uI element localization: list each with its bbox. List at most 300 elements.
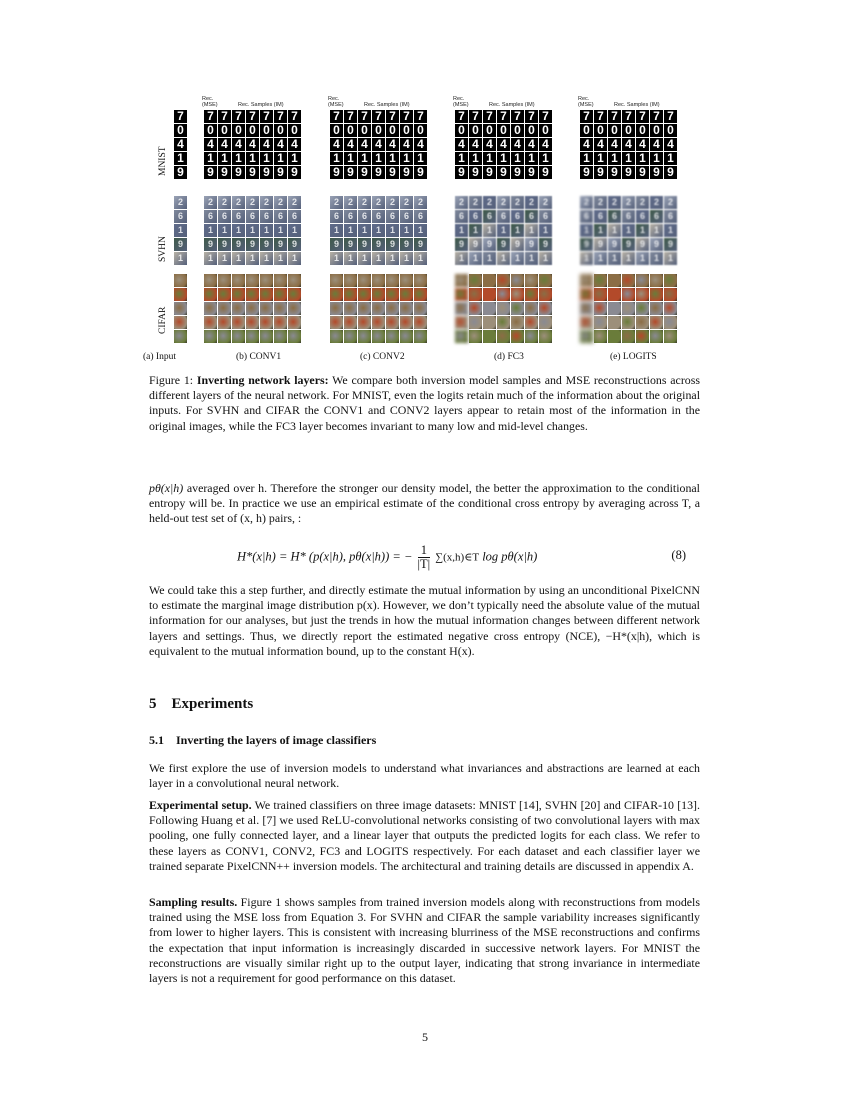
cifar-image [594, 302, 607, 315]
svhn-image: 1 [455, 224, 468, 237]
cifar-image [580, 330, 593, 343]
mnist-digit-image: 1 [511, 152, 524, 165]
mnist-digit-image: 4 [469, 138, 482, 151]
mnist-digit-image: 9 [511, 166, 524, 179]
cifar-image [246, 288, 259, 301]
mnist-digit-image: 9 [218, 166, 231, 179]
mnist-digit-image: 1 [400, 152, 413, 165]
svhn-image: 1 [608, 252, 621, 265]
svhn-image: 6 [232, 210, 245, 223]
cifar-image [400, 288, 413, 301]
mnist-digit-image: 4 [525, 138, 538, 151]
equation-fraction [418, 544, 431, 571]
cifar-image [664, 330, 677, 343]
mnist-digit-image: 7 [246, 110, 259, 123]
svhn-image: 1 [232, 252, 245, 265]
mnist-digit-image: 0 [260, 124, 273, 137]
image-grid-conv1-svhn [204, 196, 301, 265]
cifar-image [455, 316, 468, 329]
cifar-image [525, 316, 538, 329]
mnist-digit-image: 4 [580, 138, 593, 151]
cifar-image [497, 302, 510, 315]
mnist-digit-image: 9 [344, 166, 357, 179]
svhn-image: 1 [511, 252, 524, 265]
svhn-image: 1 [204, 224, 217, 237]
cifar-image [218, 274, 231, 287]
mnist-digit-image: 0 [274, 124, 287, 137]
paragraph-intro: We first explore the use of inversion models to understand what invariances and abstractions are learned at each layer in a convolutional neural network. [149, 761, 700, 791]
cifar-image [358, 288, 371, 301]
cifar-image [372, 330, 385, 343]
mnist-digit-image: 9 [260, 166, 273, 179]
mnist-digit-image: 7 [525, 110, 538, 123]
cifar-image [246, 316, 259, 329]
cifar-image [288, 316, 301, 329]
mnist-digit-image: 0 [174, 124, 187, 137]
image-grid-input-svhn [174, 196, 187, 265]
cifar-image [608, 330, 621, 343]
mnist-digit-image: 4 [232, 138, 245, 151]
mnist-digit-image: 1 [260, 152, 273, 165]
svhn-image: 1 [650, 224, 663, 237]
caption-label: Figure 1: [149, 373, 194, 387]
cifar-image [664, 274, 677, 287]
cifar-image [650, 274, 663, 287]
sampling-results-text: Figure 1 shows samples from trained inversion models along with reconstructions from models trained using the MSE loss from Equation 3. For SVHN and CIFAR the sample variability increases significantly from lower to higher layers. This is consistent with increasing blurriness of the MSE reconstructions and confirms the expectation that input information is increasingly discarded in successive network layers. For MNIST the reconstructions are visually similar right up to the output layer, indicating that strong invariance in intermediate layers is not a requirement for good performance on this dataset. [149, 895, 700, 986]
cifar-image [511, 274, 524, 287]
rec-label: Rec. [202, 96, 214, 102]
svhn-image: 1 [636, 252, 649, 265]
svhn-image: 1 [594, 252, 607, 265]
paragraph-density-text: averaged over h. Therefore the stronger our density model, the better the approximation to the conditional entropy will be. In practice we use an empirical estimate of the conditional cross entropy by averaging across T, a held-out test set of (x, h) pairs, : [149, 481, 700, 526]
svhn-image: 1 [469, 252, 482, 265]
svhn-image: 2 [414, 196, 427, 209]
cifar-image [539, 274, 552, 287]
svhn-image: 2 [664, 196, 677, 209]
experimental-setup-text: We trained classifiers on three image datasets: MNIST [14], SVHN [20] and CIFAR-10 [13]. Following Huang et al. [7] we used ReLU-convolutional networks consisting of two convolutional layers with max pooling, one fully connected layer, and a linear layer that outputs the predicted logits for each class. We refer to these layers as CONV1, CONV2, FC3 and LOGITS respectively. For each dataset and each classifier layer we trained separate PixelCNN++ inversion models. The architectural and training details are discussed in appendix A. [149, 798, 700, 873]
mnist-digit-image: 0 [372, 124, 385, 137]
cifar-image [539, 330, 552, 343]
cifar-image [358, 316, 371, 329]
panel-header-samples: Rec. Samples (IM) [238, 102, 284, 108]
svhn-image: 1 [636, 224, 649, 237]
svhn-image: 6 [274, 210, 287, 223]
mnist-digit-image: 4 [344, 138, 357, 151]
mnist-digit-image: 0 [539, 124, 552, 137]
equation-lhs: H*(x|h) = H* (p(x|h), pθ(x|h)) = − [237, 549, 413, 564]
cifar-image [260, 302, 273, 315]
mnist-digit-image: 1 [539, 152, 552, 165]
cifar-image [636, 274, 649, 287]
cifar-image [330, 288, 343, 301]
mnist-digit-image: 7 [400, 110, 413, 123]
panel-header-samples: Rec. Samples (IM) [489, 102, 535, 108]
svhn-image: 2 [511, 196, 524, 209]
svhn-image: 2 [400, 196, 413, 209]
cifar-image [580, 274, 593, 287]
svhn-image: 2 [594, 196, 607, 209]
section-number: 5 [149, 696, 157, 712]
svhn-image: 6 [400, 210, 413, 223]
image-grid-logits-svhn [580, 196, 677, 265]
svhn-image: 1 [174, 252, 187, 265]
mnist-digit-image: 7 [232, 110, 245, 123]
cifar-image [288, 288, 301, 301]
svhn-image: 1 [469, 224, 482, 237]
mnist-digit-image: 4 [274, 138, 287, 151]
cifar-image [232, 330, 245, 343]
svhn-image: 1 [400, 224, 413, 237]
mnist-digit-image: 7 [622, 110, 635, 123]
svhn-image: 6 [580, 210, 593, 223]
mnist-digit-image: 1 [622, 152, 635, 165]
svhn-image: 6 [386, 210, 399, 223]
mnist-digit-image: 0 [580, 124, 593, 137]
svhn-image: 2 [650, 196, 663, 209]
cifar-image [497, 288, 510, 301]
mnist-digit-image: 9 [330, 166, 343, 179]
cifar-image [372, 316, 385, 329]
mnist-digit-image: 7 [497, 110, 510, 123]
svhn-image: 1 [274, 252, 287, 265]
section-title: Experiments [171, 696, 254, 712]
svhn-image: 9 [455, 238, 468, 251]
cifar-image [414, 330, 427, 343]
svhn-image: 9 [469, 238, 482, 251]
cifar-image [539, 288, 552, 301]
svhn-image: 6 [622, 210, 635, 223]
svhn-image: 2 [344, 196, 357, 209]
mnist-digit-image: 1 [344, 152, 357, 165]
image-grid-conv2-mnist [330, 110, 427, 179]
experimental-setup-lead: Experimental setup. [149, 798, 252, 812]
mnist-digit-image: 9 [204, 166, 217, 179]
svhn-image: 9 [594, 238, 607, 251]
mnist-digit-image: 9 [650, 166, 663, 179]
mnist-digit-image: 9 [608, 166, 621, 179]
mnist-digit-image: 7 [636, 110, 649, 123]
panel-header-rec [202, 96, 218, 108]
svhn-image: 9 [246, 238, 259, 251]
cifar-image [594, 288, 607, 301]
svhn-image: 6 [260, 210, 273, 223]
cifar-image [497, 316, 510, 329]
cifar-image [386, 302, 399, 315]
mnist-digit-image: 7 [594, 110, 607, 123]
svhn-image: 1 [511, 224, 524, 237]
svhn-image: 2 [372, 196, 385, 209]
cifar-image [344, 274, 357, 287]
mnist-digit-image: 9 [246, 166, 259, 179]
cifar-image [622, 302, 635, 315]
equation-8 [149, 538, 700, 578]
svhn-image: 2 [260, 196, 273, 209]
svhn-image: 1 [232, 224, 245, 237]
cifar-image [455, 274, 468, 287]
cifar-image [511, 330, 524, 343]
cifar-image [608, 274, 621, 287]
cifar-image [483, 316, 496, 329]
cifar-image [372, 288, 385, 301]
mse-label: (MSE) [328, 102, 344, 108]
mnist-digit-image: 0 [246, 124, 259, 137]
cifar-image [511, 288, 524, 301]
svhn-image: 1 [483, 252, 496, 265]
svhn-image: 2 [246, 196, 259, 209]
svhn-image: 1 [330, 224, 343, 237]
subcaption-conv2: (c) CONV2 [360, 352, 405, 362]
svhn-image: 9 [218, 238, 231, 251]
figure-caption [149, 373, 700, 434]
mnist-digit-image: 1 [386, 152, 399, 165]
cifar-image [469, 302, 482, 315]
cifar-image [218, 316, 231, 329]
svhn-image: 2 [455, 196, 468, 209]
cifar-image [372, 302, 385, 315]
svhn-image: 1 [400, 252, 413, 265]
cifar-image [580, 288, 593, 301]
mnist-digit-image: 0 [664, 124, 677, 137]
cifar-image [525, 274, 538, 287]
mnist-digit-image: 4 [174, 138, 187, 151]
svhn-image: 1 [664, 252, 677, 265]
paragraph-mutual-info: We could take this a step further, and directly estimate the mutual information by using an unconditional PixelCNN to estimate the marginal image distribution p(x). However, we don’t typically need the absolute value of the mutual information for our analyses, but just the trends in how the mutual information changes between different network layers and settings. Thus, we directly report the estimated negative cross entropy (NCE), −H*(x|h), which is equivalent to the mutual information bound, up to the constant H(x). [149, 583, 700, 658]
mnist-digit-image: 7 [288, 110, 301, 123]
mnist-digit-image: 4 [636, 138, 649, 151]
svhn-image: 9 [288, 238, 301, 251]
cifar-image [414, 288, 427, 301]
panel-header-rec [453, 96, 469, 108]
mnist-digit-image: 0 [483, 124, 496, 137]
mnist-digit-image: 1 [232, 152, 245, 165]
mnist-digit-image: 4 [455, 138, 468, 151]
cifar-image [414, 274, 427, 287]
mnist-digit-image: 7 [539, 110, 552, 123]
cifar-image [330, 330, 343, 343]
cifar-image [469, 274, 482, 287]
svhn-image: 1 [414, 224, 427, 237]
svhn-image: 9 [622, 238, 635, 251]
svhn-image: 1 [344, 224, 357, 237]
svhn-image: 1 [483, 224, 496, 237]
svhn-image: 1 [497, 252, 510, 265]
svhn-image: 1 [386, 224, 399, 237]
cifar-image [414, 302, 427, 315]
svhn-image: 6 [358, 210, 371, 223]
svhn-image: 9 [650, 238, 663, 251]
cifar-image [400, 302, 413, 315]
cifar-image [174, 330, 187, 343]
mse-label: (MSE) [202, 102, 218, 108]
cifar-image [469, 316, 482, 329]
svhn-image: 1 [344, 252, 357, 265]
svhn-image: 1 [580, 224, 593, 237]
svhn-image: 9 [174, 238, 187, 251]
subcaption-logits: (e) LOGITS [610, 352, 657, 362]
svhn-image: 2 [469, 196, 482, 209]
mnist-digit-image: 7 [469, 110, 482, 123]
svhn-image: 6 [414, 210, 427, 223]
cifar-image [204, 302, 217, 315]
svhn-image: 6 [288, 210, 301, 223]
cifar-image [608, 302, 621, 315]
cifar-image [204, 316, 217, 329]
mnist-digit-image: 0 [414, 124, 427, 137]
cifar-image [400, 274, 413, 287]
mnist-digit-image: 1 [608, 152, 621, 165]
svhn-image: 2 [608, 196, 621, 209]
svhn-image: 9 [358, 238, 371, 251]
mnist-digit-image: 1 [664, 152, 677, 165]
svhn-image: 6 [594, 210, 607, 223]
mnist-digit-image: 7 [650, 110, 663, 123]
svhn-image: 6 [204, 210, 217, 223]
paragraph-sampling-results [149, 895, 700, 986]
cifar-image [274, 274, 287, 287]
cifar-image [372, 274, 385, 287]
svhn-image: 2 [539, 196, 552, 209]
svhn-image: 1 [372, 224, 385, 237]
cifar-image [330, 274, 343, 287]
mnist-digit-image: 0 [525, 124, 538, 137]
mnist-digit-image: 7 [455, 110, 468, 123]
mnist-digit-image: 4 [204, 138, 217, 151]
svhn-image: 6 [497, 210, 510, 223]
cifar-image [246, 330, 259, 343]
cifar-image [204, 330, 217, 343]
svhn-image: 1 [330, 252, 343, 265]
svhn-image: 1 [525, 252, 538, 265]
cifar-image [232, 302, 245, 315]
svhn-image: 9 [386, 238, 399, 251]
cifar-image [622, 330, 635, 343]
cifar-image [455, 330, 468, 343]
cifar-image [525, 288, 538, 301]
mnist-digit-image: 4 [664, 138, 677, 151]
equation-sum: ∑(x,h)∈T [435, 551, 480, 564]
svhn-image: 6 [174, 210, 187, 223]
mnist-digit-image: 4 [400, 138, 413, 151]
mnist-digit-image: 1 [330, 152, 343, 165]
equation-rhs: log pθ(x|h) [482, 549, 538, 564]
cifar-image [650, 330, 663, 343]
mnist-digit-image: 4 [330, 138, 343, 151]
svhn-image: 1 [204, 252, 217, 265]
cifar-image [330, 302, 343, 315]
mnist-digit-image: 4 [372, 138, 385, 151]
cifar-image [636, 302, 649, 315]
mnist-digit-image: 7 [608, 110, 621, 123]
image-grid-conv1-cifar [204, 274, 301, 343]
svhn-image: 9 [511, 238, 524, 251]
mnist-digit-image: 1 [358, 152, 371, 165]
cifar-image [539, 316, 552, 329]
subsection-number: 5.1 [149, 733, 164, 747]
mnist-digit-image: 9 [174, 166, 187, 179]
cifar-image [274, 316, 287, 329]
mnist-digit-image: 7 [414, 110, 427, 123]
mnist-digit-image: 0 [204, 124, 217, 137]
cifar-image [344, 288, 357, 301]
cifar-image [174, 288, 187, 301]
svhn-image: 6 [608, 210, 621, 223]
image-grid-fc3-mnist [455, 110, 552, 179]
cifar-image [511, 302, 524, 315]
image-grid-fc3-svhn [455, 196, 552, 265]
cifar-image [469, 288, 482, 301]
svhn-image: 1 [525, 224, 538, 237]
image-grid-logits-mnist [580, 110, 677, 179]
svhn-image: 1 [358, 224, 371, 237]
cifar-image [650, 288, 663, 301]
cifar-image [455, 302, 468, 315]
mnist-digit-image: 1 [174, 152, 187, 165]
density-term: pθ(x|h) [149, 481, 184, 495]
mnist-digit-image: 0 [497, 124, 510, 137]
cifar-image [358, 330, 371, 343]
mnist-digit-image: 1 [372, 152, 385, 165]
mnist-digit-image: 9 [497, 166, 510, 179]
row-label-cifar: CIFAR [158, 306, 168, 334]
svhn-image: 1 [274, 224, 287, 237]
mnist-digit-image: 4 [288, 138, 301, 151]
svhn-image: 2 [358, 196, 371, 209]
cifar-image [386, 274, 399, 287]
svhn-image: 1 [622, 224, 635, 237]
cifar-image [483, 288, 496, 301]
cifar-image [204, 274, 217, 287]
svhn-image: 6 [636, 210, 649, 223]
cifar-image [539, 302, 552, 315]
cifar-image [497, 330, 510, 343]
svhn-image: 6 [455, 210, 468, 223]
row-label-svhn: SVHN [158, 236, 168, 262]
mnist-digit-image: 9 [580, 166, 593, 179]
cifar-image [400, 330, 413, 343]
svhn-image: 2 [386, 196, 399, 209]
mnist-digit-image: 0 [232, 124, 245, 137]
mnist-digit-image: 7 [218, 110, 231, 123]
mnist-digit-image: 0 [469, 124, 482, 137]
svhn-image: 9 [580, 238, 593, 251]
subsection-title: Inverting the layers of image classifiers [176, 733, 377, 747]
svhn-image: 1 [608, 224, 621, 237]
cifar-image [358, 274, 371, 287]
svhn-image: 2 [274, 196, 287, 209]
svhn-image: 1 [622, 252, 635, 265]
svhn-image: 9 [232, 238, 245, 251]
cifar-image [260, 316, 273, 329]
mnist-digit-image: 4 [511, 138, 524, 151]
svhn-image: 6 [469, 210, 482, 223]
caption-text: We compare both inversion model samples and MSE reconstructions across different layers of the neural network. For MNIST, even the logits retain much of the information about the original inputs. For SVHN and CIFAR the CONV1 and CONV2 layers appear to retain most of the information in the original images, while the FC3 layer becomes invariant to many low and mid-level changes. [149, 373, 700, 433]
svhn-image: 1 [372, 252, 385, 265]
paragraph-density [149, 481, 700, 527]
section-heading [149, 696, 253, 713]
cifar-image [622, 316, 635, 329]
mnist-digit-image: 7 [330, 110, 343, 123]
mnist-digit-image: 9 [274, 166, 287, 179]
cifar-image [386, 288, 399, 301]
cifar-image [511, 316, 524, 329]
svhn-image: 9 [525, 238, 538, 251]
svhn-image: 1 [260, 224, 273, 237]
mnist-digit-image: 9 [594, 166, 607, 179]
svhn-image: 6 [650, 210, 663, 223]
svhn-image: 2 [174, 196, 187, 209]
svhn-image: 6 [664, 210, 677, 223]
cifar-image [622, 274, 635, 287]
